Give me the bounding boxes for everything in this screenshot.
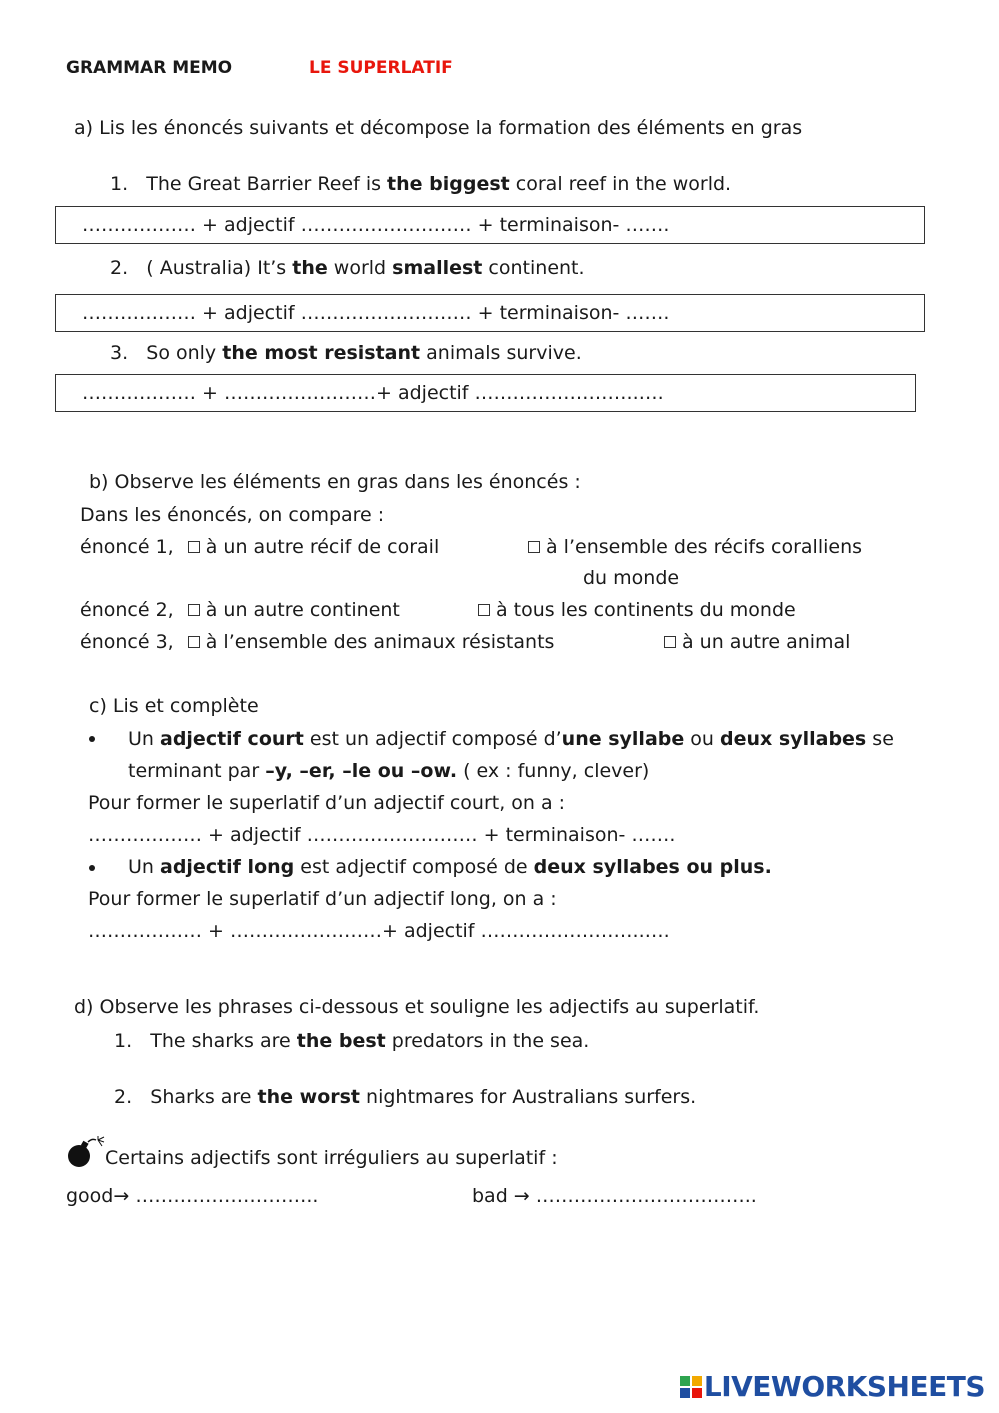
shark-sentence-1-number: 1.: [114, 1030, 133, 1052]
statement-3-checkbox-a[interactable]: [188, 636, 200, 648]
statement-1-checkbox-b[interactable]: [528, 541, 540, 553]
header-subtitle: LE SUPERLATIF: [309, 58, 453, 78]
statement-3-option-b: à un autre animal: [682, 631, 851, 653]
statement-2-label: énoncé 2,: [80, 599, 174, 621]
answer-box-2-text: ……………… + adjectif ……………………… + terminaison- …….: [82, 302, 670, 324]
answer-box-2[interactable]: [55, 294, 925, 332]
statement-3-option-b-row: [656, 630, 850, 654]
sentence-2-bold-2: smallest: [392, 257, 483, 279]
sentence-3: [110, 341, 582, 365]
bullet-2-line: [128, 855, 772, 879]
shark-sentence-2: [114, 1085, 696, 1109]
good-superlative-blank[interactable]: good→ ………………………..: [66, 1185, 319, 1207]
answer-box-1-text: ……………… + adjectif ……………………… + terminaison- …….: [82, 214, 670, 236]
irregular-note: Certains adjectifs sont irréguliers au superlatif :: [105, 1147, 558, 1169]
section-a-instruction: a) Lis les énoncés suivants et décompose la formation des éléments en gras: [74, 117, 803, 139]
sentence-2-bold-1: the: [292, 257, 328, 279]
section-c-instruction: c) Lis et complète: [89, 695, 259, 717]
bad-superlative-blank[interactable]: bad → ……………………………..: [472, 1185, 757, 1207]
bullet-1-bold-two-syllables: deux syllabes: [720, 728, 867, 750]
sentence-1-bold: the biggest: [387, 173, 510, 195]
long-adjective-intro: Pour former le superlatif d’un adjectif long, on a :: [88, 888, 557, 910]
sentence-2-pre: ( Australia) It’s: [146, 257, 293, 279]
logo-mark-icon: [680, 1376, 702, 1398]
section-b-instruction: b) Observe les éléments en gras dans les énoncés :: [89, 471, 581, 493]
shark-sentence-1-post: predators in the sea.: [385, 1030, 590, 1052]
statement-2-checkbox-b[interactable]: [478, 604, 490, 616]
bullet-1-bold-one-syllable: une syllabe: [561, 728, 685, 750]
sentence-1-post: coral reef in the world.: [509, 173, 732, 195]
bomb-icon: [66, 1136, 106, 1170]
statement-1-option-b-row: [520, 535, 862, 559]
shark-sentence-2-pre: Sharks are: [150, 1086, 258, 1108]
statement-1-row: [80, 535, 439, 559]
bullet-1-part-e: ou: [684, 728, 721, 750]
bullet-1-line-1: [128, 727, 894, 751]
long-adjective-formula[interactable]: ……………… + ……………………+ adjectif ……………………..….: [88, 920, 670, 942]
section-b-intro: Dans les énoncés, on compare :: [80, 504, 385, 526]
sentence-3-bold: the most resistant: [222, 342, 421, 364]
statement-2-option-b: à tous les continents du monde: [496, 599, 796, 621]
short-adjective-formula[interactable]: ……………… + adjectif ……………………… + terminaison- …….: [88, 824, 676, 846]
statement-3-checkbox-b[interactable]: [664, 636, 676, 648]
bullet-2-dot: [89, 865, 95, 871]
statement-1-option-a: à un autre récif de corail: [205, 536, 440, 558]
shark-sentence-1-bold: the best: [296, 1030, 386, 1052]
bullet-1-line-2: [128, 759, 649, 783]
statement-3-row: [80, 630, 554, 654]
shark-sentence-1: [114, 1029, 589, 1053]
header-title: GRAMMAR MEMO: [66, 58, 233, 78]
bullet-2-part-a: Un: [128, 856, 160, 878]
shark-sentence-1-pre: The sharks are: [150, 1030, 297, 1052]
statement-3-label: énoncé 3,: [80, 631, 174, 653]
sentence-3-number: 3.: [110, 342, 129, 364]
short-adjective-intro: Pour former le superlatif d’un adjectif court, on a :: [88, 792, 566, 814]
sentence-1-pre: The Great Barrier Reef is: [146, 173, 388, 195]
sentence-3-post: animals survive.: [420, 342, 582, 364]
statement-1-option-b-cont: du monde: [583, 567, 680, 589]
bullet-1-dot: [89, 736, 95, 742]
statement-2-option-a: à un autre continent: [205, 599, 400, 621]
bullet-2-bold-long-adjective: adjectif long: [160, 856, 295, 878]
shark-sentence-2-number: 2.: [114, 1086, 133, 1108]
sentence-1-number: 1.: [110, 173, 129, 195]
logo-text: LIVEWORKSHEETS: [703, 1370, 985, 1403]
sentence-2: [110, 256, 585, 280]
sentence-3-pre: So only: [146, 342, 223, 364]
sentence-2-mid: world: [327, 257, 393, 279]
bullet-2-part-c: est adjectif composé de: [294, 856, 534, 878]
bullet-1-example: ( ex : funny, clever): [457, 760, 650, 782]
bullet-1-part-c: est un adjectif composé d’: [303, 728, 562, 750]
bullet-1-line-2-a: terminant par: [128, 760, 266, 782]
sentence-1: [110, 172, 731, 196]
bullet-1-bold-short-adjective: adjectif court: [160, 728, 304, 750]
statement-3-option-a: à l’ensemble des animaux résistants: [205, 631, 555, 653]
section-d-instruction: d) Observe les phrases ci-dessous et souligne les adjectifs au superlatif.: [74, 996, 760, 1018]
shark-sentence-2-bold: the worst: [257, 1086, 361, 1108]
liveworksheets-logo: [680, 1370, 985, 1403]
sentence-2-post: continent.: [482, 257, 585, 279]
bullet-1-endings: –y, –er, –le ou –ow.: [265, 760, 458, 782]
answer-box-1[interactable]: [55, 206, 925, 244]
answer-box-3-text: ……………… + ……………………+ adjectif ……………………..….: [82, 382, 664, 404]
bullet-1-part-g: se: [866, 728, 894, 750]
statement-1-option-b: à l’ensemble des récifs coralliens: [546, 536, 863, 558]
statement-2-option-b-row: [470, 598, 796, 622]
statement-1-label: énoncé 1,: [80, 536, 174, 558]
statement-2-row: [80, 598, 400, 622]
bullet-1-part-a: Un: [128, 728, 160, 750]
statement-2-checkbox-a[interactable]: [188, 604, 200, 616]
bullet-2-bold-syllables: deux syllabes ou plus.: [533, 856, 772, 878]
answer-box-3[interactable]: [55, 374, 916, 412]
sentence-2-number: 2.: [110, 257, 129, 279]
shark-sentence-2-post: nightmares for Australians surfers.: [360, 1086, 697, 1108]
statement-1-checkbox-a[interactable]: [188, 541, 200, 553]
